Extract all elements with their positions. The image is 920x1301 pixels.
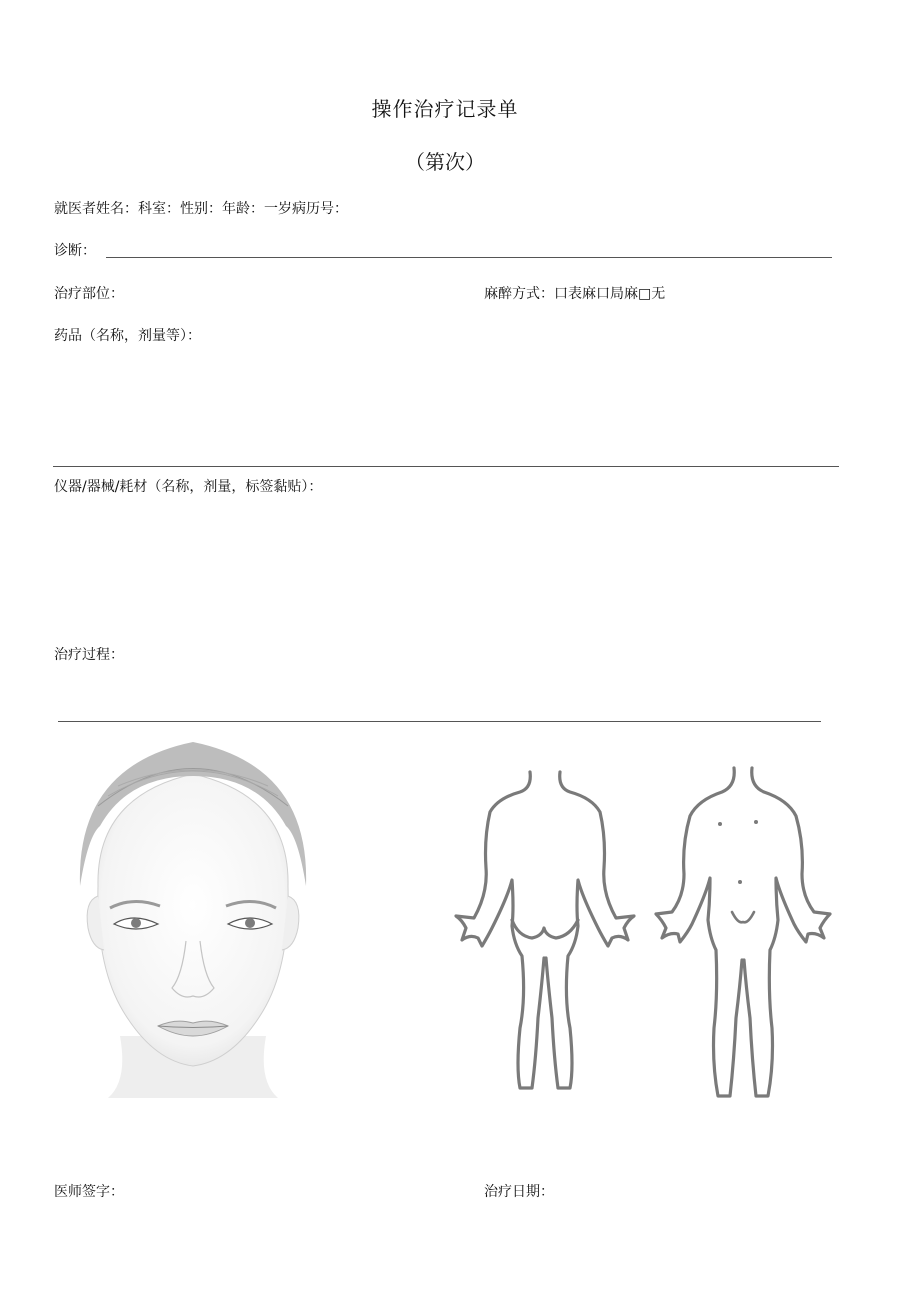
body-front-diagram-icon[interactable] — [652, 764, 834, 1102]
face-diagram-icon[interactable] — [58, 736, 328, 1098]
treatment-process-label: 治疗过程： — [54, 647, 124, 663]
body-back-diagram-icon[interactable] — [452, 768, 642, 1094]
diagnosis-underline[interactable] — [106, 257, 832, 258]
anesthesia-method-label: 麻醉方式：口表麻口局麻□无 — [484, 286, 666, 302]
equipment-label: 仪器/器械/耗材（名称，剂量，标签黏贴）： — [54, 479, 323, 495]
treatment-date-label: 治疗日期： — [484, 1184, 554, 1200]
form-title: 操作治疗记录单 — [371, 97, 519, 121]
medication-section-divider — [53, 466, 839, 467]
patient-info-line: 就医者姓名：科室：性别：年龄：一岁病历号： — [54, 201, 348, 217]
diagnosis-label: 诊断： — [54, 243, 96, 259]
medication-label: 药品（名称，剂量等）： — [54, 328, 201, 344]
doctor-signature-label: 医师签字： — [54, 1184, 124, 1200]
form-subtitle: （第次） — [405, 150, 485, 174]
treatment-process-divider — [58, 721, 821, 722]
treatment-site-label: 治疗部位： — [54, 286, 124, 302]
